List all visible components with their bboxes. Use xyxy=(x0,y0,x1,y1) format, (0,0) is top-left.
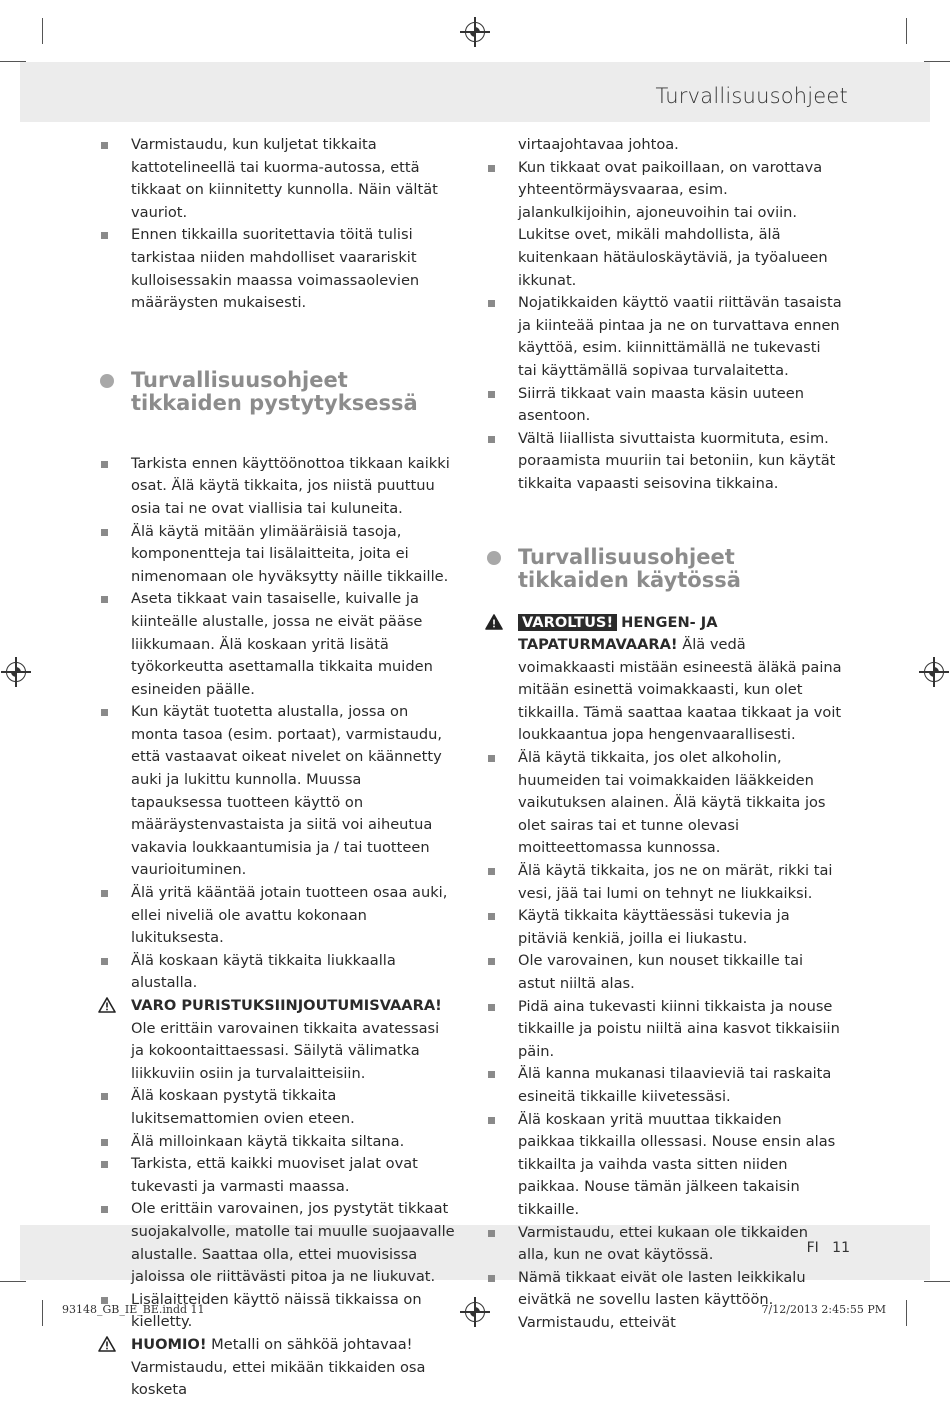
list-item: Älä milloinkaan käytä tikkaita siltana. xyxy=(100,1131,455,1154)
list-item: Lisälaitteiden käyttö näissä tikkaissa on kielletty. xyxy=(100,1289,455,1334)
list-item: Älä koskaan pystytä tikkaita lukitsemattomien ovien eteen. xyxy=(100,1085,455,1130)
print-slug-date: 7/12/2013 2:45:55 PM xyxy=(761,1303,886,1316)
warning-triangle-icon xyxy=(98,997,116,1013)
page-number: FI 11 xyxy=(806,1240,850,1256)
list-item: Älä yritä kääntää jotain tuotteen osaa auki, ellei niveliä ole avattu kokonaan lukituksesta. xyxy=(100,882,455,950)
square-bullet-icon xyxy=(488,1117,495,1124)
square-bullet-icon xyxy=(101,461,108,468)
list-item: Nämä tikkaat eivät ole lasten leikkikalu eivätkä ne sovellu lasten käyttöön. Varmistaudu, etteivät xyxy=(487,1267,842,1335)
list-item: Pidä aina tukevasti kiinni tikkaista ja nouse tikkaille ja poistu niiltä aina kasvot tikkaisiin päin. xyxy=(487,996,842,1064)
crop-mark xyxy=(906,1300,907,1326)
square-bullet-icon xyxy=(101,596,108,603)
square-bullet-icon xyxy=(101,1093,108,1100)
registration-mark-icon xyxy=(465,22,485,42)
list-item: Älä koskaan yritä muuttaa tikkaiden paikkaa tikkailla ollessasi. Nouse ensin alas tikkailta ja vaihda vasta sitten niiden paikkaa. Nouse tämän jälkeen takaisin tikkaille. xyxy=(487,1109,842,1222)
list-item: Varmistaudu, ettei kukaan ole tikkaiden alla, kun ne ovat käytössä. xyxy=(487,1222,842,1267)
section-heading: Turvallisuusohjeet tikkaiden käytössä xyxy=(487,546,842,592)
list-item: Kun tikkaat ovat paikoillaan, on varottava yhteentörmäysvaaraa, esim. jalankulkijoihin, ajoneuvoihin tai oviin. Lukitse ovet, mikäli mahdollista, älä kuitenkaan hätäuloskäytäviä, ja työalueen ikkunat. xyxy=(487,157,842,293)
list-item: Ole erittäin varovainen, jos pystytät tikkaat suojakalvolle, matolle tai muulle suojaavalle alustalle. Saattaa olla, ettei muovisissa jaloissa ole riittävästi pitoa ja ne liukuvat. xyxy=(100,1198,455,1288)
warning-triangle-icon xyxy=(485,614,503,630)
registration-mark-icon xyxy=(465,1302,485,1322)
left-column xyxy=(100,134,455,1402)
list-item: Ole varovainen, kun nouset tikkaille tai astut niiltä alas. xyxy=(487,950,842,995)
crop-mark xyxy=(42,18,43,44)
crop-mark xyxy=(0,1281,26,1282)
list-item: Tarkista, että kaikki muoviset jalat ovat tukevasti ja varmasti maassa. xyxy=(100,1153,455,1198)
warning-item: HUOMIO! Metalli on sähköä johtavaa! Varmistaudu, ettei mikään tikkaiden osa kosketa xyxy=(100,1334,455,1402)
list-item: Vältä liiallista sivuttaista kuormituta, esim. poraamista muuriin tai betoniin, kun käytät tikkaita vapaasti seisovina tikkaina. xyxy=(487,428,842,496)
square-bullet-icon xyxy=(488,868,495,875)
continued-text: virtaajohtavaa johtoa. xyxy=(518,136,679,153)
right-column xyxy=(487,134,842,1335)
square-bullet-icon xyxy=(101,1139,108,1146)
square-bullet-icon xyxy=(488,755,495,762)
square-bullet-icon xyxy=(101,890,108,897)
square-bullet-icon xyxy=(101,1206,108,1213)
square-bullet-icon xyxy=(488,1275,495,1282)
square-bullet-icon xyxy=(101,232,108,239)
square-bullet-icon xyxy=(488,913,495,920)
square-bullet-icon xyxy=(488,1071,495,1078)
circle-bullet-icon xyxy=(100,374,114,388)
list-item: Aseta tikkaat vain tasaiselle, kuivalle ja kiinteälle alustalle, jossa ne eivät pääse liikkumaan. Älä koskaan yritä lisätä työkorkeutta asettamalla tikkaita muiden esineiden päälle. xyxy=(100,588,455,701)
registration-mark-icon xyxy=(6,662,26,682)
list-item: Älä kanna mukanasi tilaavieviä tai raskaita esineitä tikkaille kiivetessäsi. xyxy=(487,1063,842,1108)
square-bullet-icon xyxy=(101,1161,108,1168)
registration-mark-icon xyxy=(924,662,944,682)
square-bullet-icon xyxy=(488,165,495,172)
list-item: Kun käytät tuotetta alustalla, jossa on monta tasoa (esim. portaat), varmistaudu, että vastaavat oikeat nivelet on käännetty auki ja lukittu kunnolla. Muussa tapauksessa tuotteen käyttö on määräystenvastaista ja siitä voi aiheutua vakavia loukkaantumisia ja / tai tuotteen vaurioituminen. xyxy=(100,701,455,882)
crop-mark xyxy=(924,1281,950,1282)
square-bullet-icon xyxy=(101,958,108,965)
crop-mark xyxy=(906,18,907,44)
square-bullet-icon xyxy=(101,529,108,536)
list-item: Nojatikkaiden käyttö vaatii riittävän tasaista ja kiinteää pintaa ja ne on turvattava ennen käyttöä, esim. kiinnittämällä ne tukevasti tai käyttämällä sopivaa turvalaitetta. xyxy=(487,292,842,382)
square-bullet-icon xyxy=(101,709,108,716)
crop-mark xyxy=(42,1300,43,1326)
list-item: Älä käytä tikkaita, jos olet alkoholin, huumeiden tai voimakkaiden lääkkeiden vaikutuksen alainen. Älä käytä tikkaita jos olet sairas tai et tunne olevasi moitteettomassa kunnossa. xyxy=(487,747,842,860)
warning-item: VARO PURISTUKSIINJOUTUMISVAARA! Ole erittäin varovainen tikkaita avatessasi ja kokoontaittaessasi. Säilytä välimatka liikkuviin osiin ja turvalaitteisiin. xyxy=(100,995,455,1085)
square-bullet-icon xyxy=(488,958,495,965)
crop-mark xyxy=(0,61,26,62)
print-slug-file: 93148_GB_IE_BE.indd 11 xyxy=(62,1303,205,1316)
list-item: Siirrä tikkaat vain maasta käsin uuteen asentoon. xyxy=(487,383,842,428)
list-item: Varmistaudu, kun kuljetat tikkaita kattotelineellä tai kuorma-autossa, että tikkaat on kiinnitetty kunnolla. Näin vältät vauriot. xyxy=(100,134,455,224)
section-heading: Turvallisuusohjeet tikkaiden pystytyksessä xyxy=(100,369,455,415)
list-item: Älä käytä tikkaita, jos ne on märät, rikki tai vesi, jää tai lumi on tehnyt ne liukkaiksi. xyxy=(487,860,842,905)
square-bullet-icon xyxy=(488,436,495,443)
list-item: Ennen tikkailla suoritettavia töitä tulisi tarkistaa niiden mahdolliset vaarariskit kulloisessakin maassa voimassaolevien määräysten mukaisesti. xyxy=(100,224,455,314)
list-item: Tarkista ennen käyttöönottoa tikkaan kaikki osat. Älä käytä tikkaita, jos niistä puuttuu osia tai ne ovat viallisia tai kuluneita. xyxy=(100,453,455,521)
circle-bullet-icon xyxy=(487,551,501,565)
page-header-title: Turvallisuusohjeet xyxy=(655,84,848,108)
list-item: Älä käytä mitään ylimääräisiä tasoja, komponentteja tai lisälaitteita, joita ei nimenomaan ole hyväksytty näille tikkaille. xyxy=(100,521,455,589)
crop-mark xyxy=(924,61,950,62)
square-bullet-icon xyxy=(488,300,495,307)
square-bullet-icon xyxy=(488,1230,495,1237)
list-item: Älä koskaan käytä tikkaita liukkaalla alustalla. xyxy=(100,950,455,995)
square-bullet-icon xyxy=(488,1004,495,1011)
warning-item: VAROLTUS! HENGEN- JA TAPATURMAVAARA! Älä vedä voimakkaasti mistään esineestä äläkä paina mitään esinettä voimakkaasti, kun olet tikkailla. Tämä saattaa kaataa tikkaat ja voit loukkaantua jopa hengenvaarallisesti. xyxy=(487,612,842,748)
square-bullet-icon xyxy=(488,391,495,398)
warning-badge: VAROLTUS! xyxy=(518,614,617,631)
square-bullet-icon xyxy=(101,142,108,149)
list-item: Käytä tikkaita käyttäessäsi tukevia ja pitäviä kenkiä, joilla ei liukastu. xyxy=(487,905,842,950)
